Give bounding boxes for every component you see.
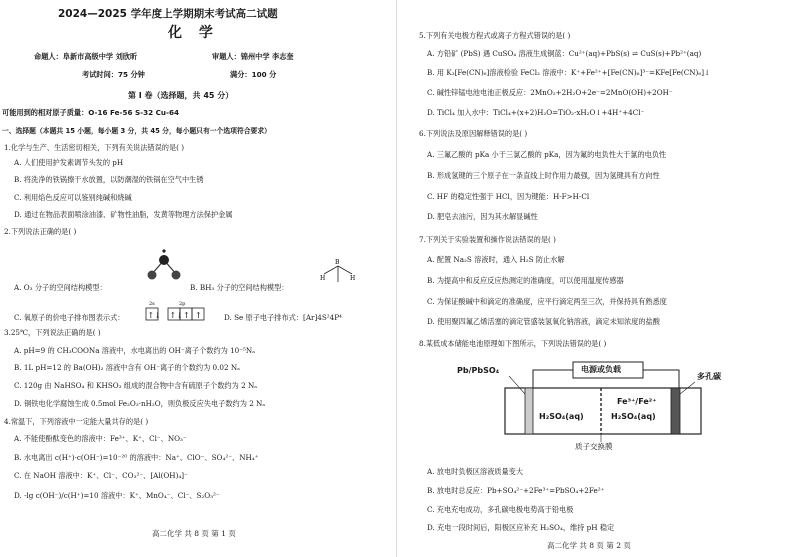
q2-option-d: D. Se 原子电子排布式：[Ar]4S²4P⁴ <box>224 313 342 322</box>
q8-stem: 8.某低成本储能电池原理如下图所示，下列说法错误的是( ) <box>419 339 607 348</box>
q5-option-d: D. TiCl₄ 加入水中：TiCl₄+(x+2)H₂O=TiO₂·xH₂O↓+4H⁺+4Cl⁻ <box>427 108 645 117</box>
q6-option-c: C. HF 的稳定性强于 HCl，因为键能：H-F>H-Cl <box>427 192 590 201</box>
svg-text:↑↓: ↑↓ <box>169 311 183 320</box>
q1-option-b: B. 将洗净的铁锅擦干水放置，以防潮湿的铁锅在空气中生锈 <box>14 175 204 184</box>
o3-model-figure <box>140 248 188 284</box>
q5-option-b: B. 用 K₃[Fe(CN)₆]溶液检验 FeCl₂ 溶液中：K⁺+Fe²⁺+[Fe(CN)₆]³⁻=KFe[Fe(CN)₆]↓ <box>427 68 711 77</box>
svg-text:H: H <box>350 275 356 282</box>
exam-time: 考试时间：75 分钟 <box>82 70 145 79</box>
right-solution-label: H₂SO₄(aq) <box>611 412 656 421</box>
q8-option-d: D. 充电一段时间后，阳极区应补充 H₂SO₄，维持 pH 稳定 <box>427 523 615 532</box>
orbital-diagram-figure <box>144 298 214 324</box>
q3-stem: 3.25℃，下列说法正确的是( ) <box>4 328 101 337</box>
section-heading: 一、选择题（本题共 15 小题，每小题 3 分，共 45 分，每小题只有一个选项符合要求） <box>2 127 271 135</box>
q2-option-a: A. O₃ 分子的空间结构模型： <box>14 283 107 292</box>
q6-stem: 6.下列说法及原因解释错误的是( ) <box>419 129 528 138</box>
q4-option-a: A. 不能使酚酞变色的溶液中：Fe³⁺、K⁺、Cl⁻、NO₃⁻ <box>14 434 187 443</box>
right-ion-label: Fe³⁺/Fe²⁺ <box>617 397 657 406</box>
left-solution-label: H₂SO₄(aq) <box>539 412 584 421</box>
exam-score: 满分：100 分 <box>230 70 277 79</box>
subject-title: 化 学 <box>168 25 219 41</box>
svg-text:↑: ↑ <box>183 311 190 320</box>
q1-option-d: D. 通过在物品表面喷涂油漆、矿物性油脂，发黄等物理方法保护金属 <box>14 210 233 219</box>
q2-stem: 2.下列说法正确的是( ) <box>4 227 77 236</box>
svg-text:↑: ↑ <box>195 311 202 320</box>
orbital-label-2s: 2s <box>149 301 155 307</box>
svg-text:B: B <box>335 259 340 266</box>
q4-option-d: D. -lg c(OH⁻)/c(H⁺)=10 溶液中：K⁺、MnO₄⁻、Cl⁻、S₂O₃²⁻ <box>14 491 220 500</box>
exam-title: 2024—2025 学年度上学期期末考试高二试题 <box>58 8 278 20</box>
exam-page-2 <box>397 0 794 557</box>
q4-option-c: C. 在 NaOH 溶液中：K⁺、Cl⁻、CO₃²⁻、[Al(OH)₄]⁻ <box>14 471 188 480</box>
q7-option-c: C. 为保证酸碱中和滴定的准确度，应平行滴定两至三次，并保持具有熟悉度 <box>427 297 667 306</box>
battery-diagram <box>457 354 725 454</box>
q2-option-b: B. BH₃ 分子的空间结构模型： <box>190 283 289 292</box>
q1-stem: 1.化学与生产、生活密切相关，下列有关说法错误的是( ) <box>4 143 185 152</box>
atomic-mass-line: 可能用到的相对原子质量：O-16 Fe-56 S-32 Cu-64 <box>2 108 180 117</box>
q5-stem: 5.下列有关电极方程式或离子方程式错误的是( ) <box>419 31 571 40</box>
q3-option-b: B. 1L pH=12 的 Ba(OH)₂ 溶液中含有 OH⁻离子的个数约为 0.02 Nₐ <box>14 363 240 372</box>
bh3-model-figure <box>318 252 358 286</box>
power-load-label: 电源或负载 <box>581 365 621 374</box>
q1-option-a: A. 人们使用护发素调节头发的 pH <box>14 158 124 167</box>
q3-option-a: A. pH=9 的 CH₃COONa 溶液中，水电离出的 OH⁻离子个数约为 10⁻⁵Nₐ <box>14 346 255 355</box>
q3-option-d: D. 铜铁电化学腐蚀生成 0.5mol Fe₂O₃·nH₂O，则负极反应失电子数约为 2 Nₐ <box>14 399 266 408</box>
right-electrode-label: 多孔碳 <box>697 372 721 381</box>
q1-option-c: C. 利用焰色反应可以鉴别纯碱和烧碱 <box>14 193 132 202</box>
membrane-label: 质子交换膜 <box>575 442 613 451</box>
q8-option-c: C. 充电充电成功，多孔碳电极电势高于铅电极 <box>427 505 574 514</box>
q4-option-b: B. 水电离出 c(H⁺)·c(OH⁻)=10⁻²⁰ 的溶液中：Na⁺、ClO⁻、SO₄²⁻、NH₄⁺ <box>14 453 259 462</box>
left-electrode-label: Pb/PbSO₄ <box>457 366 500 375</box>
q7-stem: 7.下列关于实验装置和操作说法错误的是( ) <box>419 235 556 244</box>
q7-option-d: D. 使用聚四氟乙烯活塞的滴定管盛装氢氧化钠溶液，滴定未知浓度的盐酸 <box>427 317 660 326</box>
q8-option-a: A. 放电时负极区溶液质量变大 <box>427 467 524 476</box>
q5-option-a: A. 方铅矿 (PbS) 遇 CuSO₄ 溶液生成铜蓝：Cu²⁺(aq)+PbS(s) ⇌ CuS(s)+Pb²⁺(aq) <box>427 49 702 58</box>
q8-option-b: B. 放电时总反应：Pb+SO₄²⁻+2Fe³⁺=PbSO₄+2Fe²⁺ <box>427 486 605 495</box>
page-footer-1: 高二化学 共 8 页 第 1 页 <box>152 529 236 538</box>
q2-option-c: C. 氧原子的价电子排布图表示式： <box>14 313 125 322</box>
q6-option-a: A. 三氟乙酸的 pKa 小于三氯乙酸的 pKa，因为氟的电负性大于氯的电负性 <box>427 150 667 159</box>
q4-stem: 4.常温下，下列溶液中一定能大量共存的是( ) <box>4 417 149 426</box>
q6-option-d: D. 肥皂去油污，因为其水解显碱性 <box>427 212 538 221</box>
reviewer-line: 审题人：锦州中学 李志奎 <box>212 52 294 61</box>
q7-option-a: A. 配置 Na₂S 溶液时，通入 H₂S 防止水解 <box>427 255 565 264</box>
orbital-label-2p: 2p <box>179 301 186 307</box>
q6-option-b: B. 形成氢键的三个原子在一条直线上时作用力最强，因为氢键具有方向性 <box>427 171 660 180</box>
svg-text:H: H <box>320 275 326 282</box>
q3-option-c: C. 120g 由 NaHSO₄ 和 KHSO₃ 组成的混合物中含有硫原子个数约为 2 Nₐ <box>14 381 258 390</box>
page-footer-2: 高二化学 共 8 页 第 2 页 <box>547 541 631 550</box>
svg-text:↑↓: ↑↓ <box>147 311 161 320</box>
q7-option-b: B. 为提高中和反应反应热测定的准确度，可以使用温度传感器 <box>427 276 624 285</box>
q5-option-c: C. 碱性锌锰电池电池正极反应：2MnO₂+2H₂O+2e⁻=2MnO(OH)+2OH⁻ <box>427 88 673 97</box>
setter-line: 命题人：阜新市高级中学 刘欣昕 <box>34 52 138 61</box>
part-one-heading: 第 I 卷（选择题，共 45 分） <box>128 91 234 100</box>
